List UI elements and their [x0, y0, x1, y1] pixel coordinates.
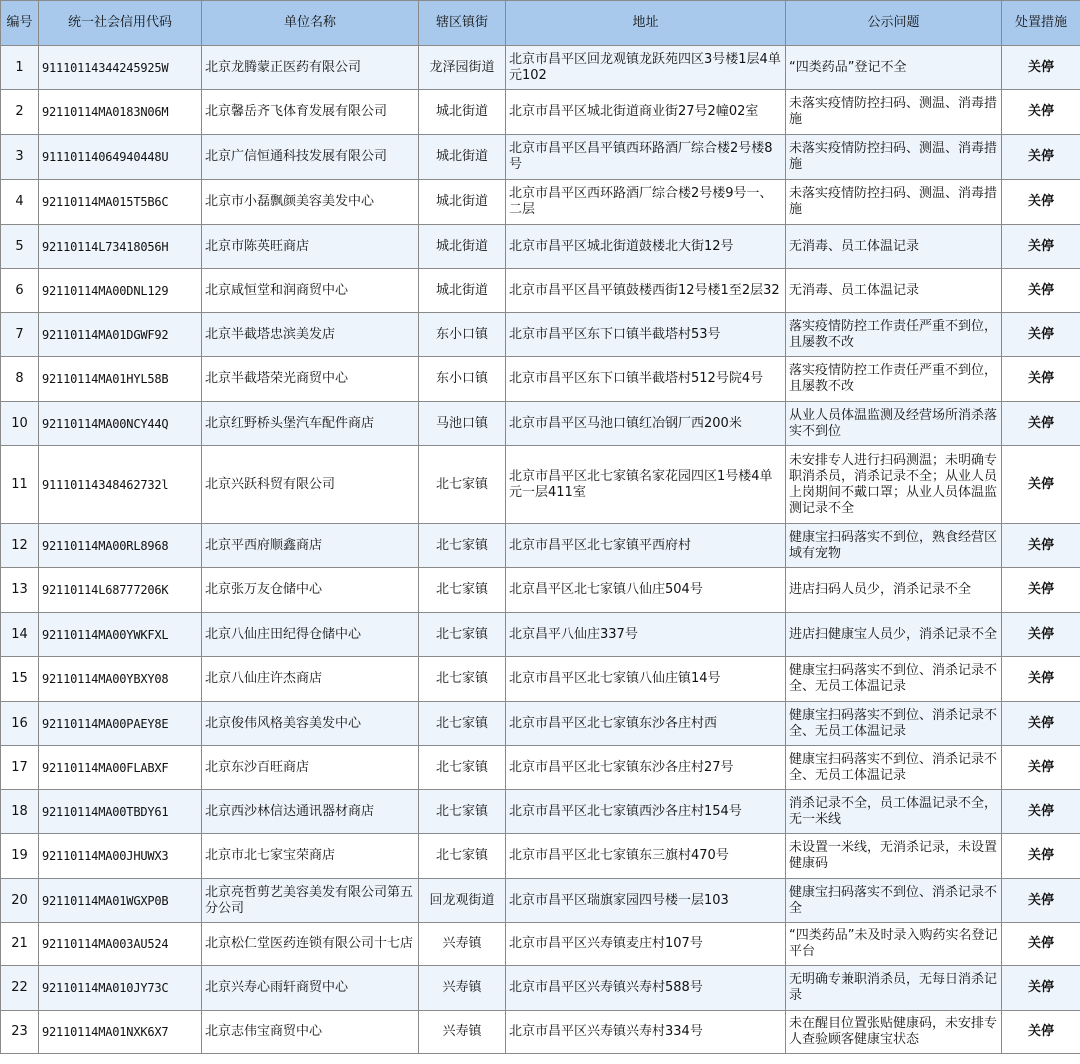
cell-unit-name: 北京馨岳齐飞体育发展有限公司 [202, 90, 419, 135]
table-row [1, 524, 1080, 568]
cell-problem: 健康宝扫码落实不到位、消杀记录不全、无员工体温记录 [786, 746, 1002, 790]
cell-credit-code: 92110114MA00DNL129 [39, 269, 202, 313]
cell-address: 北京市昌平区北七家镇平西府村 [506, 524, 786, 568]
cell-action: 关停 [1002, 613, 1080, 657]
cell-action: 关停 [1002, 657, 1080, 702]
cell-problem: 健康宝扫码落实不到位、消杀记录不全 [786, 879, 1002, 923]
cell-problem: 未落实疫情防控扫码、测温、消毒措施 [786, 90, 1002, 135]
cell-problem: 无明确专兼职消杀员，无每日消杀记录 [786, 966, 1002, 1011]
cell-no: 23 [1, 1011, 39, 1054]
cell-address: 北京市昌平区兴寿镇兴寿村588号 [506, 966, 786, 1011]
table-row [1, 46, 1080, 90]
cell-problem: 健康宝扫码落实不到位、消杀记录不全、无员工体温记录 [786, 702, 1002, 746]
table-row [1, 446, 1080, 524]
cell-no: 20 [1, 879, 39, 923]
cell-address: 北京市昌平区兴寿镇麦庄村107号 [506, 923, 786, 966]
cell-no: 1 [1, 46, 39, 90]
cell-district: 城北街道 [419, 225, 506, 269]
cell-no: 17 [1, 746, 39, 790]
cell-problem: 无消毒、员工体温记录 [786, 269, 1002, 313]
table-row [1, 402, 1080, 446]
header-address: 地址 [506, 1, 786, 46]
cell-district: 北七家镇 [419, 524, 506, 568]
cell-action: 关停 [1002, 135, 1080, 180]
cell-no: 13 [1, 568, 39, 613]
cell-action: 关停 [1002, 90, 1080, 135]
cell-no: 5 [1, 225, 39, 269]
table-row [1, 568, 1080, 613]
cell-no: 8 [1, 357, 39, 402]
cell-district: 北七家镇 [419, 657, 506, 702]
cell-district: 北七家镇 [419, 746, 506, 790]
table-row [1, 790, 1080, 834]
cell-action: 关停 [1002, 702, 1080, 746]
cell-action: 关停 [1002, 879, 1080, 923]
cell-district: 北七家镇 [419, 446, 506, 524]
cell-unit-name: 北京市陈英旺商店 [202, 225, 419, 269]
cell-action: 关停 [1002, 313, 1080, 357]
cell-district: 城北街道 [419, 269, 506, 313]
cell-credit-code: 92110114MA00YBXY08 [39, 657, 202, 702]
table-row [1, 357, 1080, 402]
cell-no: 19 [1, 834, 39, 879]
cell-credit-code: 92110114MA01HYL58B [39, 357, 202, 402]
cell-problem: “四类药品”未及时录入购药实名登记平台 [786, 923, 1002, 966]
cell-unit-name: 北京咸恒堂和润商贸中心 [202, 269, 419, 313]
cell-district: 回龙观街道 [419, 879, 506, 923]
cell-district: 北七家镇 [419, 702, 506, 746]
cell-credit-code: 91110114348462732l [39, 446, 202, 524]
cell-action: 关停 [1002, 269, 1080, 313]
cell-action: 关停 [1002, 1011, 1080, 1054]
cell-address: 北京市昌平区回龙观镇龙跃苑四区3号楼1层4单元102 [506, 46, 786, 90]
cell-unit-name: 北京红野桥头堡汽车配件商店 [202, 402, 419, 446]
cell-credit-code: 92110114MA00YWKFXL [39, 613, 202, 657]
cell-credit-code: 92110114MA015T5B6C [39, 180, 202, 225]
cell-unit-name: 北京张万友仓储中心 [202, 568, 419, 613]
header-row [1, 1, 1080, 46]
cell-problem: 未落实疫情防控扫码、测温、消毒措施 [786, 135, 1002, 180]
cell-credit-code: 92110114MA01WGXP0B [39, 879, 202, 923]
header-credit-code: 统一社会信用代码 [39, 1, 202, 46]
cell-action: 关停 [1002, 790, 1080, 834]
cell-no: 21 [1, 923, 39, 966]
table-row [1, 834, 1080, 879]
cell-address: 北京市昌平区昌平镇西环路酒厂综合楼2号楼8号 [506, 135, 786, 180]
table-row [1, 225, 1080, 269]
cell-problem: 未在醒目位置张贴健康码，未安排专人查验顾客健康宝状态 [786, 1011, 1002, 1054]
cell-address: 北京市昌平区西环路酒厂综合楼2号楼9号一、二层 [506, 180, 786, 225]
table-row [1, 313, 1080, 357]
cell-action: 关停 [1002, 225, 1080, 269]
cell-address: 北京市昌平区东下口镇半截塔村512号院4号 [506, 357, 786, 402]
cell-problem: 健康宝扫码落实不到位、消杀记录不全、无员工体温记录 [786, 657, 1002, 702]
cell-no: 11 [1, 446, 39, 524]
cell-district: 北七家镇 [419, 613, 506, 657]
cell-district: 龙泽园街道 [419, 46, 506, 90]
cell-address: 北京市昌平区北七家镇名家花园四区1号楼4单元一层411室 [506, 446, 786, 524]
cell-unit-name: 北京龙腾蒙正医药有限公司 [202, 46, 419, 90]
cell-action: 关停 [1002, 746, 1080, 790]
cell-action: 关停 [1002, 357, 1080, 402]
cell-action: 关停 [1002, 180, 1080, 225]
cell-district: 城北街道 [419, 90, 506, 135]
cell-no: 14 [1, 613, 39, 657]
cell-district: 城北街道 [419, 135, 506, 180]
cell-problem: 落实疫情防控工作责任严重不到位，且屡教不改 [786, 357, 1002, 402]
cell-unit-name: 北京平西府顺鑫商店 [202, 524, 419, 568]
cell-district: 东小口镇 [419, 357, 506, 402]
cell-address: 北京市昌平区北七家镇八仙庄镇14号 [506, 657, 786, 702]
cell-problem: 无消毒、员工体温记录 [786, 225, 1002, 269]
cell-action: 关停 [1002, 524, 1080, 568]
header-district: 辖区镇街 [419, 1, 506, 46]
cell-unit-name: 北京兴寿心雨轩商贸中心 [202, 966, 419, 1011]
cell-unit-name: 北京八仙庄田纪得仓储中心 [202, 613, 419, 657]
cell-unit-name: 北京市小磊飘颜美容美发中心 [202, 180, 419, 225]
table-row [1, 269, 1080, 313]
cell-unit-name: 北京松仁堂医药连锁有限公司十七店 [202, 923, 419, 966]
cell-no: 7 [1, 313, 39, 357]
table-row [1, 1011, 1080, 1054]
cell-problem: 未设置一米线，无消杀记录，未设置健康码 [786, 834, 1002, 879]
table-row [1, 135, 1080, 180]
cell-unit-name: 北京八仙庄许杰商店 [202, 657, 419, 702]
cell-action: 关停 [1002, 923, 1080, 966]
cell-district: 兴寿镇 [419, 966, 506, 1011]
cell-credit-code: 92110114MA00FLABXF [39, 746, 202, 790]
cell-address: 北京昌平区北七家镇八仙庄504号 [506, 568, 786, 613]
cell-address: 北京市昌平区城北街道鼓楼北大街12号 [506, 225, 786, 269]
table-row [1, 90, 1080, 135]
cell-address: 北京市昌平区城北街道商业街27号2幢02室 [506, 90, 786, 135]
cell-credit-code: 92110114MA00PAEY8E [39, 702, 202, 746]
cell-district: 兴寿镇 [419, 923, 506, 966]
cell-address: 北京市昌平区马池口镇红冶钢厂西200米 [506, 402, 786, 446]
cell-problem: “四类药品”登记不全 [786, 46, 1002, 90]
cell-credit-code: 92110114MA00TBDY61 [39, 790, 202, 834]
cell-unit-name: 北京半截塔忠滨美发店 [202, 313, 419, 357]
cell-no: 10 [1, 402, 39, 446]
cell-no: 4 [1, 180, 39, 225]
cell-problem: 进店扫健康宝人员少，消杀记录不全 [786, 613, 1002, 657]
cell-address: 北京市昌平区北七家镇西沙各庄村154号 [506, 790, 786, 834]
cell-district: 马池口镇 [419, 402, 506, 446]
cell-address: 北京市昌平区北七家镇东沙各庄村西 [506, 702, 786, 746]
header-action: 处置措施 [1002, 1, 1080, 46]
cell-unit-name: 北京广信恒通科技发展有限公司 [202, 135, 419, 180]
cell-unit-name: 北京市北七家宝荣商店 [202, 834, 419, 879]
cell-no: 3 [1, 135, 39, 180]
cell-no: 18 [1, 790, 39, 834]
cell-credit-code: 92110114MA00RL8968 [39, 524, 202, 568]
cell-unit-name: 北京西沙林信达通讯器材商店 [202, 790, 419, 834]
cell-address: 北京市昌平区瑞旗家园四号楼一层103 [506, 879, 786, 923]
cell-credit-code: 92110114MA010JY73C [39, 966, 202, 1011]
cell-district: 北七家镇 [419, 834, 506, 879]
cell-unit-name: 北京志伟宝商贸中心 [202, 1011, 419, 1054]
cell-problem: 落实疫情防控工作责任严重不到位，且屡教不改 [786, 313, 1002, 357]
table-row [1, 746, 1080, 790]
cell-credit-code: 92110114L68777206K [39, 568, 202, 613]
cell-action: 关停 [1002, 446, 1080, 524]
table-row [1, 923, 1080, 966]
cell-unit-name: 北京兴跃科贸有限公司 [202, 446, 419, 524]
cell-action: 关停 [1002, 46, 1080, 90]
cell-problem: 健康宝扫码落实不到位，熟食经营区域有宠物 [786, 524, 1002, 568]
cell-no: 15 [1, 657, 39, 702]
cell-no: 16 [1, 702, 39, 746]
cell-credit-code: 91110114064940448U [39, 135, 202, 180]
cell-problem: 进店扫码人员少，消杀记录不全 [786, 568, 1002, 613]
table-row [1, 657, 1080, 702]
cell-credit-code: 92110114L73418056H [39, 225, 202, 269]
cell-problem: 消杀记录不全，员工体温记录不全，无一米线 [786, 790, 1002, 834]
cell-credit-code: 91110114344245925W [39, 46, 202, 90]
cell-action: 关停 [1002, 402, 1080, 446]
cell-district: 兴寿镇 [419, 1011, 506, 1054]
cell-unit-name: 北京东沙百旺商店 [202, 746, 419, 790]
cell-no: 12 [1, 524, 39, 568]
header-problem: 公示问题 [786, 1, 1002, 46]
cell-credit-code: 92110114MA01NXK6X7 [39, 1011, 202, 1054]
cell-credit-code: 92110114MA003AU524 [39, 923, 202, 966]
cell-problem: 从业人员体温监测及经营场所消杀落实不到位 [786, 402, 1002, 446]
cell-no: 6 [1, 269, 39, 313]
cell-unit-name: 北京亮哲剪艺美容美发有限公司第五分公司 [202, 879, 419, 923]
cell-address: 北京市昌平区东下口镇半截塔村53号 [506, 313, 786, 357]
header-unit-name: 单位名称 [202, 1, 419, 46]
cell-problem: 未落实疫情防控扫码、测温、消毒措施 [786, 180, 1002, 225]
cell-address: 北京市昌平区北七家镇东三旗村470号 [506, 834, 786, 879]
cell-address: 北京市昌平区兴寿镇兴寿村334号 [506, 1011, 786, 1054]
cell-action: 关停 [1002, 966, 1080, 1011]
cell-action: 关停 [1002, 568, 1080, 613]
header-no: 编号 [1, 1, 39, 46]
cell-district: 北七家镇 [419, 568, 506, 613]
cell-district: 北七家镇 [419, 790, 506, 834]
cell-credit-code: 92110114MA00NCY44Q [39, 402, 202, 446]
cell-unit-name: 北京俊伟风格美容美发中心 [202, 702, 419, 746]
cell-address: 北京昌平八仙庄337号 [506, 613, 786, 657]
table-row [1, 879, 1080, 923]
table-row [1, 180, 1080, 225]
cell-action: 关停 [1002, 834, 1080, 879]
cell-district: 东小口镇 [419, 313, 506, 357]
table-row [1, 702, 1080, 746]
cell-credit-code: 92110114MA01DGWF92 [39, 313, 202, 357]
cell-credit-code: 92110114MA00JHUWX3 [39, 834, 202, 879]
cell-unit-name: 北京半截塔荣光商贸中心 [202, 357, 419, 402]
cell-district: 城北街道 [419, 180, 506, 225]
cell-no: 2 [1, 90, 39, 135]
cell-address: 北京市昌平区昌平镇鼓楼西街12号楼1至2层32 [506, 269, 786, 313]
cell-credit-code: 92110114MA0183N06M [39, 90, 202, 135]
table-row [1, 966, 1080, 1011]
cell-address: 北京市昌平区北七家镇东沙各庄村27号 [506, 746, 786, 790]
cell-problem: 未安排专人进行扫码测温；未明确专职消杀员，消杀记录不全；从业人员上岗期间不戴口罩；从业人员体温监测记录不全 [786, 446, 1002, 524]
cell-no: 22 [1, 966, 39, 1011]
table-row [1, 613, 1080, 657]
